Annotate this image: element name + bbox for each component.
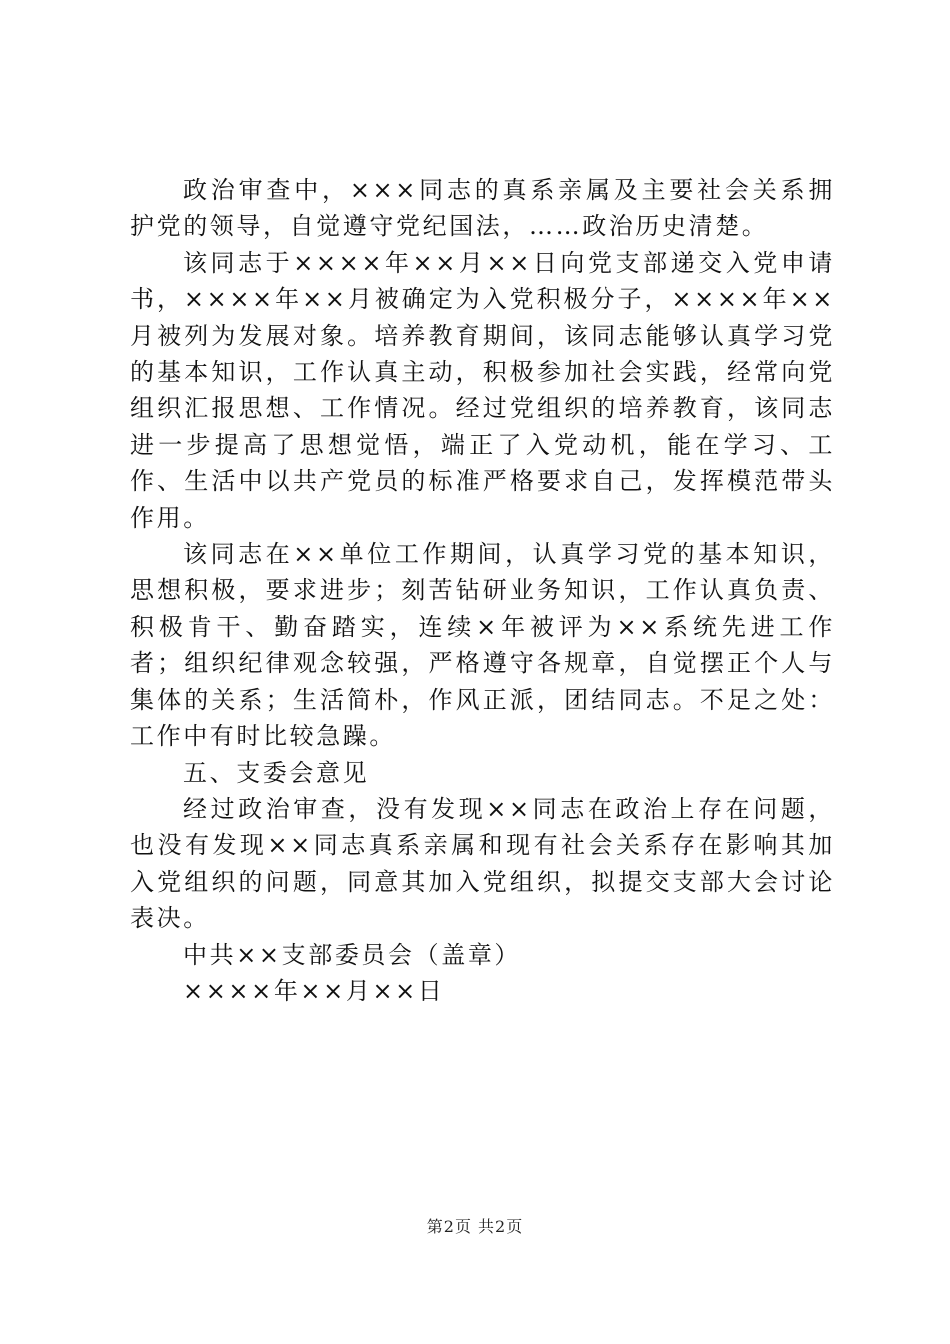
document-body <box>130 172 835 1009</box>
page-number: 第2页 共2页 <box>426 1217 524 1236</box>
date-line: ××××年××月××日 <box>183 976 445 1005</box>
paragraph-application-history: 该同志于××××年××月××日向党支部递交入党申请书，××××年××月被确定为入党积极分子，××××年××月被列为发展对象。培养教育期间，该同志能够认真学习党的基本知识，工作认真主动，积极参加社会实践，经常向党组织汇报思想、工作情况。经过党组织的培养教育，该同志进一步提高了思想觉悟，端正了入党动机，能在学习、工作、生活中以共产党员的标准严格要求自己，发挥模范带头作用。 <box>130 248 835 532</box>
paragraph-political-review: 政治审查中，×××同志的真系亲属及主要社会关系拥护党的领导，自觉遵守党纪国法，……政治历史清楚。 <box>130 176 835 241</box>
section-heading: 五、支委会意见 <box>183 758 370 787</box>
paragraph-committee-opinion: 经过政治审查，没有发现××同志在政治上存在问题，也没有发现××同志真系亲属和现有社会关系存在影响其加入党组织的问题，同意其加入党组织，拟提交支部大会讨论表决。 <box>130 794 835 933</box>
signature-line: 中共××支部委员会（盖章） <box>183 940 522 969</box>
paragraph-work-performance: 该同志在××单位工作期间，认真学习党的基本知识，思想积极，要求进步；刻苦钻研业务知识，工作认真负责、积极肯干、勤奋踏实，连续×年被评为××系统先进工作者；组织纪律观念较强，严格遵守各规章，自觉摆正个人与集体的关系；生活简朴，作风正派，团结同志。不足之处：工作中有时比较急躁。 <box>130 540 835 751</box>
